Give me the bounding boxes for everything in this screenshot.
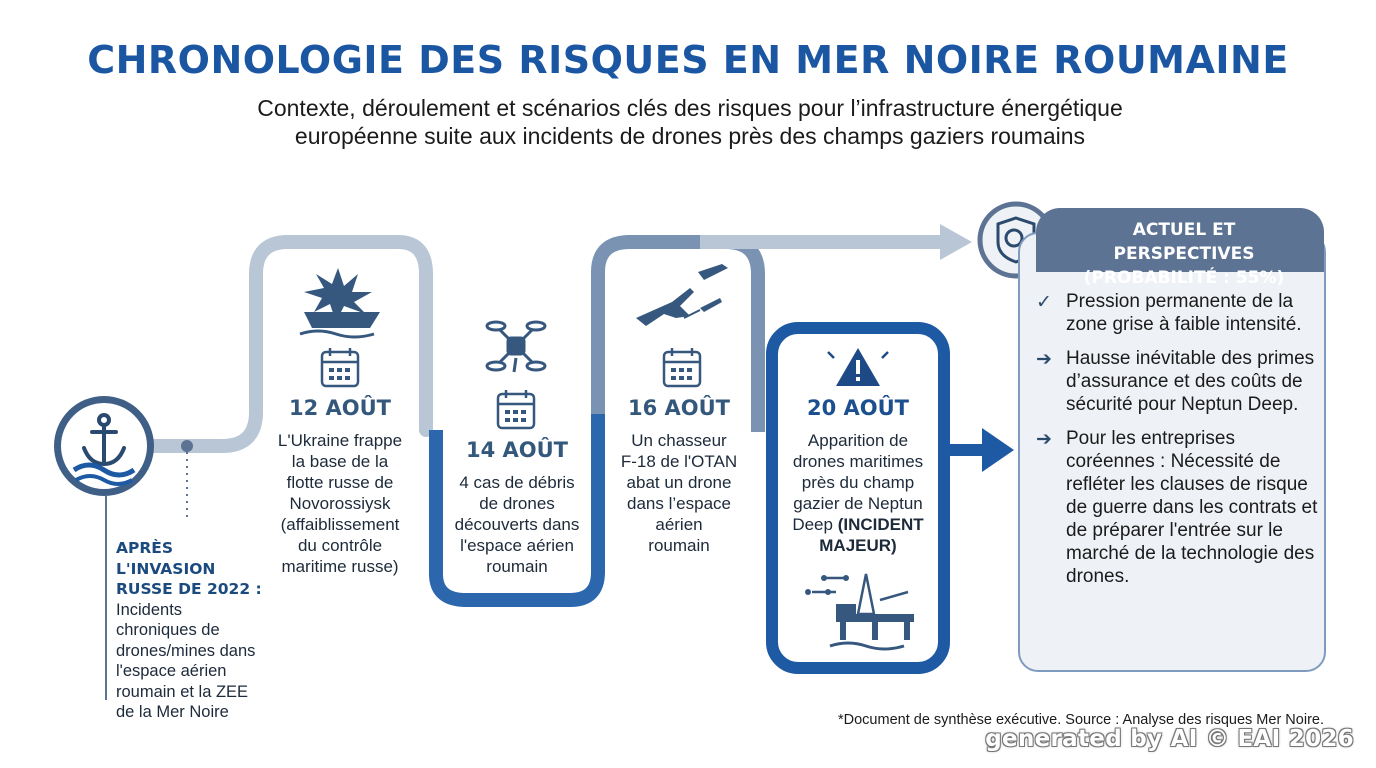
origin-lead-line: APRÈS L'INVASION: [116, 539, 216, 578]
origin-line: de la Mer Noire: [116, 703, 229, 721]
arrow-icon: ➔: [1036, 429, 1052, 450]
outlook-item-text: Pression permanente de la zone grise à faible intensité.: [1066, 291, 1302, 335]
footnote: *Document de synthèse exécutive. Source : Analyse des risques Mer Noire.: [838, 712, 1324, 728]
event-line: Novorossiysk: [289, 494, 391, 513]
event-description: [606, 430, 752, 556]
event-description: [442, 472, 592, 577]
page-title: CHRONOLOGIE DES RISQUES EN MER NOIRE ROUMAINE: [87, 38, 1289, 82]
outlook-item-text: Pour les entreprises coréennes : Nécessité de refléter les clauses de risque de guerre dans les contrats et de préparer l'entrée sur le marché de la technologie des drones.: [1066, 428, 1318, 587]
event-line: L'Ukraine frappe: [277, 431, 403, 450]
event-line: la base de la: [291, 452, 389, 471]
event-line: roumain: [648, 536, 710, 555]
event-date: 14 AOÛT: [465, 438, 569, 462]
event-date: 12 AOÛT: [288, 396, 392, 420]
event-line: gazier de Neptun: [793, 494, 923, 513]
origin-text: [116, 538, 276, 723]
event-line: l'espace aérien: [460, 536, 574, 555]
origin-line: l'espace aérien: [116, 662, 227, 680]
event-line: drones maritimes: [792, 452, 924, 471]
event-card-12-aout: [262, 396, 418, 577]
event-line-text: Deep: [792, 515, 838, 534]
event-line: aérien: [655, 515, 703, 534]
calendar-icon: [498, 390, 534, 428]
outlook-list: [1036, 290, 1322, 599]
origin-lead-line: RUSSE DE 2022 :: [116, 580, 262, 598]
event-line: [780, 514, 936, 535]
event-line: maritime russe): [281, 557, 399, 576]
outlook-title-line: ACTUEL ET PERSPECTIVES: [1113, 220, 1255, 264]
event-line: [780, 535, 936, 556]
event-line: Un chasseur: [631, 431, 727, 450]
ship-explosion-icon: [300, 268, 380, 337]
check-icon: ✓: [1036, 292, 1052, 313]
outlook-item: [1036, 290, 1322, 336]
event-line: découverts dans: [454, 515, 580, 534]
event-card-14-aout: [442, 438, 592, 577]
outlook-item: [1036, 427, 1322, 588]
origin-node: [181, 440, 193, 452]
event-date: 16 AOÛT: [627, 396, 731, 420]
event-line: 4 cas de débris: [459, 473, 575, 492]
event-line: flotte russe de: [286, 473, 394, 492]
outlook-title: [1064, 218, 1304, 290]
event-line: abat un drone: [626, 473, 732, 492]
track-arrowhead: [940, 224, 972, 260]
event-date: 20 AOÛT: [806, 396, 910, 420]
event-line: (affaiblissement: [280, 515, 400, 534]
event-line-emphasis: MAJEUR): [819, 536, 897, 555]
origin-line: roumain et la ZEE: [116, 682, 249, 701]
event-line-emphasis: (INCIDENT: [837, 515, 924, 534]
event-line: de drones: [479, 494, 555, 513]
outlook-item: [1036, 347, 1322, 416]
event-card-20-aout: [780, 396, 936, 556]
incident-arrowhead: [982, 428, 1014, 472]
event-description: [262, 430, 418, 577]
outlook-item-text: Hausse inévitable des primes d’assurance et des coûts de sécurité pour Neptun Deep.: [1066, 348, 1315, 415]
origin-line: drones/mines dans: [116, 641, 256, 660]
event-line: près du champ: [801, 473, 915, 492]
event-line: F-18 de l'OTAN: [620, 452, 738, 471]
event-card-16-aout: [606, 396, 752, 556]
outlook-title-line: (PROBABILITÉ : 55%): [1083, 268, 1285, 288]
event-line: du contrôle: [297, 536, 383, 555]
origin-line: Incidents: [116, 600, 183, 619]
event-line: dans l’espace: [627, 494, 731, 513]
event-description: [780, 430, 936, 556]
event-line: roumain: [486, 557, 548, 576]
watermark: generated by AI © EAI 2026: [985, 726, 1354, 752]
subtitle-line: européenne suite aux incidents de drones près des champs gaziers roumains: [294, 123, 1086, 149]
subtitle-line: Contexte, déroulement et scénarios clés des risques pour l’infrastructure énergétique: [257, 95, 1123, 121]
origin-lead: [116, 538, 276, 600]
drone-icon: [487, 322, 545, 372]
calendar-icon: [322, 348, 358, 386]
event-line: Apparition de: [807, 431, 909, 450]
origin-line: chroniques de: [116, 621, 220, 639]
fighter-jet-icon: [636, 264, 728, 326]
calendar-icon: [664, 348, 700, 386]
arrow-icon: ➔: [1036, 349, 1052, 370]
